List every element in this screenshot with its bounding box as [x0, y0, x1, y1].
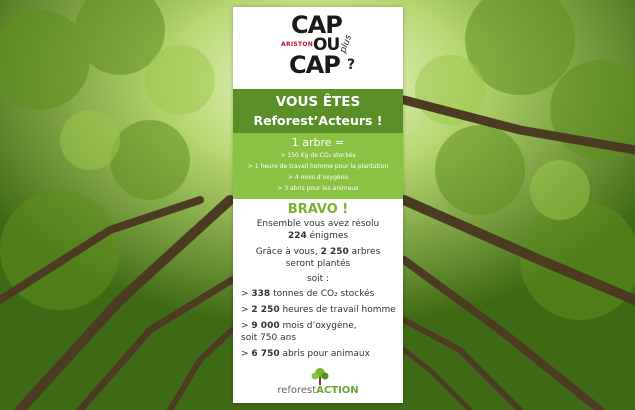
cap-ou-cap-logo — [281, 11, 357, 87]
stat-label: tonnes de CO₂ stockés — [270, 289, 375, 299]
info-card — [233, 7, 403, 403]
ariston-brand: ARISTON — [281, 41, 314, 48]
stat-label: heures de travail homme — [279, 305, 396, 315]
tree-facts-title: 1 arbre = — [291, 136, 345, 149]
tree-fact-item: > 3 abris pour les animaux — [277, 185, 359, 192]
tree-fact-item: > 4 mois d’oxygène — [287, 174, 349, 181]
stat-value: 6 750 — [251, 349, 280, 359]
reforest-action-wordmark — [233, 385, 403, 396]
reforest-action-logo — [233, 367, 403, 401]
stat-label: mois d’oxygène, — [279, 321, 357, 331]
logo-line-2: OU — [313, 35, 340, 55]
brand-part-2: ACTION — [316, 385, 359, 396]
stat-label: abris pour animaux — [279, 349, 370, 359]
stat-line — [241, 321, 399, 331]
tree-fact-item: > 1 heure de travail homme pour la plantation — [247, 163, 389, 170]
stat-prefix: > — [241, 321, 252, 331]
arbres-prefix: Grâce à vous, — [255, 247, 318, 257]
tree-fact-item: > 150 Kg de CO₂ stockés — [280, 152, 356, 159]
stat-label: soit 750 ans — [241, 333, 297, 343]
arbres-count: 2 250 — [320, 247, 349, 257]
stat-line — [241, 349, 399, 359]
header-banner — [233, 89, 403, 133]
stat-value: 9 000 — [251, 321, 280, 331]
result-enigmes — [233, 231, 403, 241]
enigmes-label: énigmes — [309, 231, 349, 241]
result-soit: soit : — [306, 274, 330, 284]
logo-plus: plus — [338, 33, 355, 55]
stat-value: 2 250 — [251, 305, 280, 315]
tree-facts-panel — [233, 133, 403, 199]
logo-line-3: CAP — [289, 51, 340, 79]
stat-line — [241, 333, 399, 343]
campaign-logo-area — [233, 7, 403, 89]
stat-line — [241, 289, 399, 299]
enigmes-count: 224 — [287, 231, 307, 241]
arbres-suffix: arbres — [351, 247, 381, 257]
logo-question-mark: ? — [347, 57, 356, 73]
result-line-4: seront plantés — [285, 259, 351, 269]
stat-prefix: > — [241, 305, 252, 315]
tree-icon — [310, 367, 330, 385]
logo-line-1: CAP — [291, 11, 342, 39]
bravo-heading: BRAVO ! — [287, 202, 349, 217]
brand-part-1: reforest — [277, 385, 317, 396]
stat-prefix: > — [241, 349, 252, 359]
result-line-1: Ensemble vous avez résolu — [256, 219, 380, 229]
stat-prefix: > — [241, 289, 252, 299]
result-arbres — [233, 247, 403, 257]
header-line-2: Reforest’Acteurs ! — [253, 113, 383, 128]
stat-value: 338 — [251, 289, 271, 299]
header-line-1: VOUS ÊTES — [275, 94, 361, 110]
stat-line — [241, 305, 399, 315]
